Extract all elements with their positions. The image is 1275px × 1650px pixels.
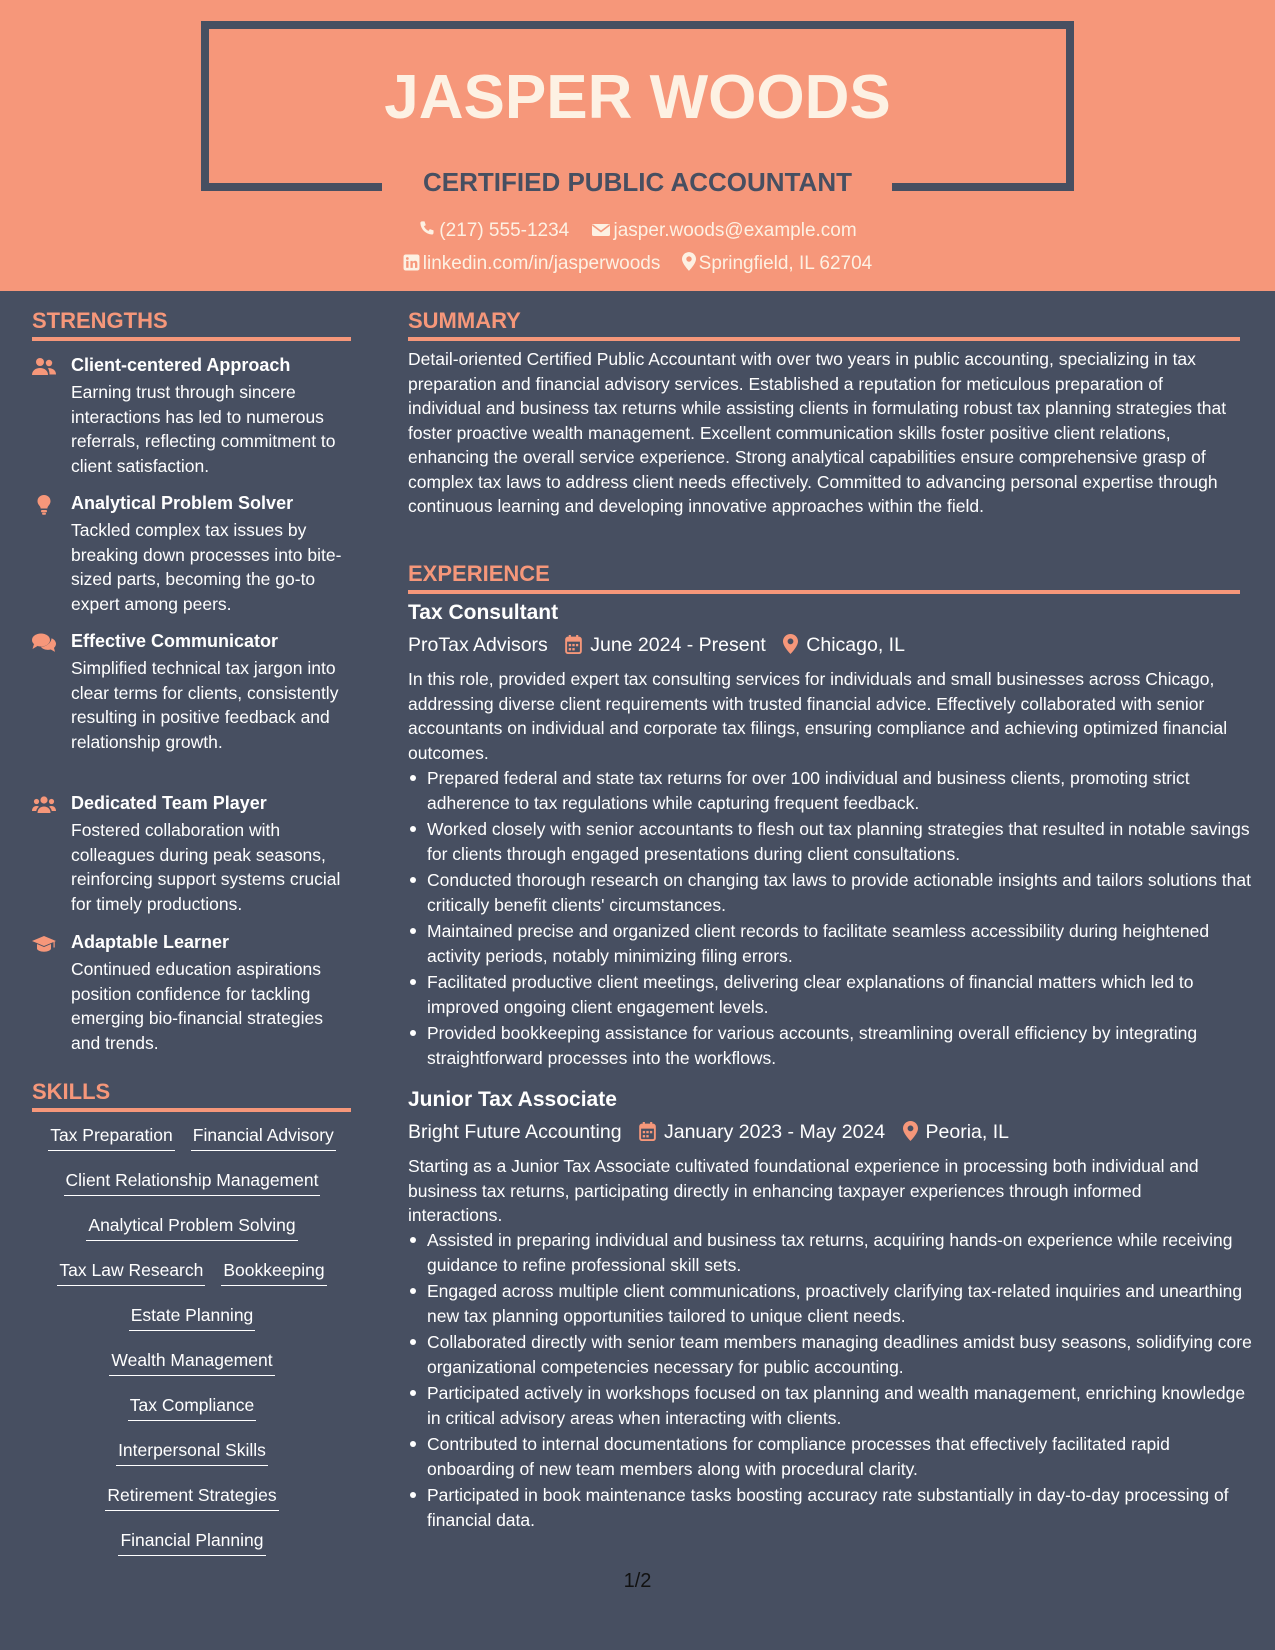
skill-tag: Tax Preparation [48, 1125, 175, 1151]
lightbulb-icon [32, 495, 56, 515]
skill-tag: Retirement Strategies [105, 1485, 278, 1511]
strength-title: Analytical Problem Solver [71, 493, 294, 513]
job-company: Bright Future Accounting [408, 1121, 622, 1143]
job-meta [408, 634, 917, 657]
skill-tag: Bookkeeping [221, 1260, 326, 1286]
list-item: Assisted in preparing individual and business tax returns, acquiring hands-on experience while receiving guidance to refine professional skill sets. [427, 1228, 1261, 1277]
list-item: Engaged across multiple client communications, proactively clarifying tax-related inquiries and unearthing new tax planning opportunities tailored to unique client needs. [427, 1279, 1261, 1328]
skill-tag: Estate Planning [129, 1305, 256, 1331]
job-company: ProTax Advisors [408, 634, 548, 656]
strength-text: Continued education aspirations position confidence for tackling emerging bio-financial strategies and trends. [71, 959, 323, 1053]
comments-icon [32, 633, 56, 653]
contact-row-1 [0, 220, 1275, 242]
skill-tag: Analytical Problem Solving [86, 1215, 297, 1241]
strength-text: Tackled complex tax issues by breaking down processes into bite-sized parts, becoming the go-to expert among peers. [71, 520, 342, 614]
calendar-icon [639, 1122, 656, 1141]
header [0, 0, 1275, 291]
experience-rule [408, 590, 1240, 594]
team-icon [32, 795, 56, 815]
job-title: Tax Consultant [408, 601, 559, 624]
candidate-name: JASPER WOODS [384, 63, 891, 132]
list-item: Conducted thorough research on changing tax laws to provide actionable insights and tailors solutions that critically benefit clients' circumstances. [427, 868, 1261, 917]
summary-rule [408, 337, 1240, 341]
list-item: Maintained precise and organized client records to facilitate seamless accessibility during heightened activity periods, notably minimizing filing errors. [427, 919, 1261, 968]
job-dates-item [639, 1121, 885, 1144]
map-marker-icon [903, 1121, 918, 1141]
job-dates: June 2024 - Present [590, 634, 766, 656]
skill-tag: Tax Compliance [128, 1395, 257, 1421]
strengths-heading: STRENGTHS [32, 308, 168, 333]
summary-text: Detail-oriented Certified Public Accountant with over two years in public accounting, specializing in tax preparation and financial advisory services. Established a reputation for meticulous preparation of individual and business tax returns while assisting clients in formulating robust tax planning strategies that foster proactive wealth management. Excellent communication skills foster positive client relations, enhancing the overall service experience. Strong analytical capabilities ensure comprehensive grasp of complex tax laws to address client needs effectively. Committed to advancing personal expertise through continuous learning and developing innovative approaches within the field. [408, 349, 1227, 516]
job-meta [408, 1121, 1021, 1144]
strength-text: Earning trust through sincere interactions has led to numerous referrals, reflecting commitment to client satisfaction. [71, 382, 336, 476]
skills-list [32, 1125, 352, 1575]
skill-tag: Financial Advisory [191, 1125, 336, 1151]
list-item: Participated in book maintenance tasks boosting accuracy rate substantially in day-to-day processing of financial data. [427, 1483, 1261, 1532]
phone-text: (217) 555-1234 [439, 220, 570, 241]
strength-title: Effective Communicator [71, 631, 279, 651]
strength-title: Dedicated Team Player [71, 793, 267, 813]
linkedin-item[interactable] [403, 253, 661, 275]
job-dates: January 2023 - May 2024 [663, 1121, 886, 1143]
strength-text: Simplified technical tax jargon into clear terms for clients, consistently resulting in positive feedback and relationship growth. [71, 658, 339, 752]
job-bullets [408, 1228, 1261, 1534]
list-item: Contributed to internal documentations for compliance processes that effectively facilitated rapid onboarding of new team members along with procedural clarity. [427, 1432, 1261, 1481]
list-item: Provided bookkeeping assistance for various accounts, streamlining overall efficiency by integrating straightforward processes into the workflows. [427, 1021, 1261, 1070]
calendar-icon [565, 635, 582, 654]
skills-heading: SKILLS [32, 1079, 111, 1104]
strengths-rule [32, 337, 351, 341]
job-title: Junior Tax Associate [408, 1088, 617, 1111]
job-dates-item [565, 634, 766, 657]
list-item: Participated actively in workshops focused on tax planning and wealth management, enriching knowledge in critical advisory areas when interacting with clients. [427, 1381, 1261, 1430]
linkedin-text: linkedin.com/in/jasperwoods [422, 253, 661, 274]
page-number: 1/2 [623, 1570, 652, 1592]
email-item[interactable] [591, 220, 857, 242]
list-item: Prepared federal and state tax returns for over 100 individual and business clients, promoting strict adherence to tax regulations while capturing frequent feedback. [427, 766, 1261, 815]
job-bullets [408, 766, 1261, 1072]
graduation-cap-icon [32, 934, 56, 954]
contact-row-2 [0, 252, 1275, 275]
strength-title: Client-centered Approach [71, 355, 291, 375]
location-item [682, 252, 873, 275]
skill-tag: Financial Planning [118, 1530, 265, 1556]
job-description: In this role, provided expert tax consulting services for individuals and small businesses across Chicago, addressing diverse client requirements with trusted financial advice. Effectively collaborated with senior accountants on individual and corporate tax filings, ensuring compliance and achieving optimized financial outcomes. [408, 669, 1228, 763]
job-location-item [903, 1121, 1009, 1144]
phone-item[interactable] [418, 220, 569, 242]
map-marker-icon [682, 252, 696, 271]
map-marker-icon [783, 634, 798, 654]
users-icon [32, 357, 56, 377]
list-item: Facilitated productive client meetings, delivering clear explanations of financial matters which led to improved ongoing client engagement levels. [427, 970, 1261, 1019]
job-location: Chicago, IL [806, 634, 905, 656]
list-item: Collaborated directly with senior team members managing deadlines amidst busy seasons, solidifying core organizational competencies necessary for public accounting. [427, 1330, 1261, 1379]
email-text: jasper.woods@example.com [613, 220, 857, 241]
strength-text: Fostered collaboration with colleagues during peak seasons, reinforcing support systems crucial for timely productions. [71, 820, 341, 914]
location-text: Springfield, IL 62704 [698, 253, 873, 274]
job-location-item [783, 634, 905, 657]
skill-tag: Wealth Management [109, 1350, 274, 1376]
strength-title: Adaptable Learner [71, 932, 230, 952]
skills-rule [32, 1108, 351, 1112]
list-item: Worked closely with senior accountants to flesh out tax planning strategies that resulted in notable savings for clients through engaged presentations during client consultations. [427, 817, 1261, 866]
phone-icon [418, 220, 436, 238]
summary-heading: SUMMARY [408, 308, 521, 333]
envelope-icon [591, 222, 611, 238]
candidate-title: CERTIFIED PUBLIC ACCOUNTANT [423, 167, 852, 197]
skill-tag: Interpersonal Skills [116, 1440, 268, 1466]
experience-heading: EXPERIENCE [408, 561, 550, 586]
skill-tag: Client Relationship Management [64, 1170, 321, 1196]
job-description: Starting as a Junior Tax Associate cultivated foundational experience in processing both individual and business tax returns, participating directly in enhancing taxpayer experiences through informed interactions. [408, 1156, 1199, 1225]
linkedin-icon [403, 254, 420, 271]
skill-tag: Tax Law Research [57, 1260, 205, 1286]
job-location: Peoria, IL [925, 1121, 1009, 1143]
